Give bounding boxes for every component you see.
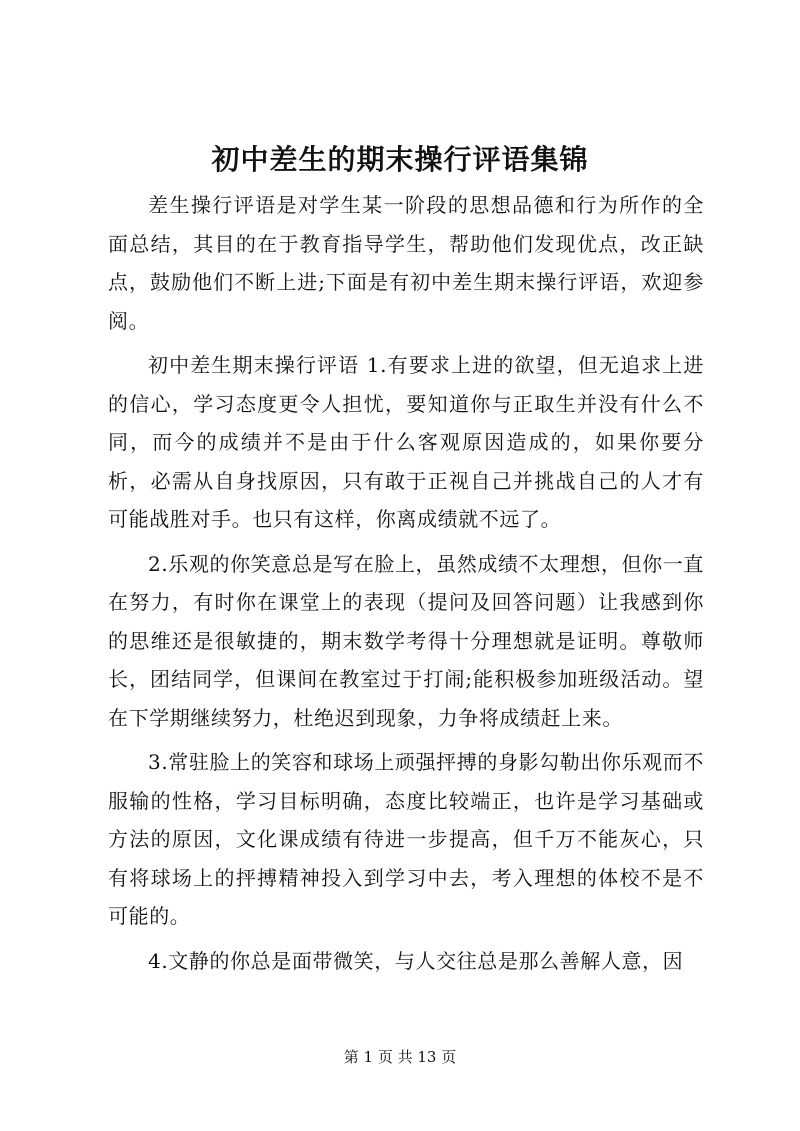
paragraph-comment-2: 2.乐观的你笑意总是写在脸上，虽然成绩不太理想，但你一直在努力，有时你在课堂上的表现（提问及回答问题）让我感到你的思维还是很敏捷的，期末数学考得十分理想就是证明。尊敬师长，团结同学，但课间在教室过于打闹;能积极参加班级活动。望在下学期继续努力，杜绝迟到现象，力争将成绩赶上来。 (108, 551, 704, 730)
paragraph-comment-3: 3.常驻脸上的笑容和球场上顽强抨搏的身影勾勒出你乐观而不服输的性格，学习目标明确，态度比较端正，也许是学习基础或方法的原因，文化课成绩有待进一步提高，但千万不能灰心，只有将球场上的抨搏精神投入到学习中去，考入理想的体校不是不可能的。 (108, 750, 704, 928)
paragraph-intro: 差生操行评语是对学生某一阶段的思想品德和行为所作的全面总结，其目的在于教育指导学生，帮助他们发现优点，改正缺点，鼓励他们不断上进;下面是有初中差生期末操行评语，欢迎参阅。 (108, 193, 704, 333)
document-title: 初中差生的期末操行评语集锦 (211, 143, 589, 176)
paragraph-comment-4: 4.文静的你总是面带微笑，与人交往总是那么善解人意，因 (148, 948, 684, 973)
page-footer: 第 1 页 共 13 页 (343, 1048, 457, 1066)
paragraph-comment-1: 初中差生期末操行评语 1.有要求上进的欲望，但无追求上进的信心，学习态度更令人担忧，要知道你与正取生并没有什么不同，而今的成绩并不是由于什么客观原因造成的，如果你要分析，必需从自身找原因，只有敢于正视自己并挑战自己的人才有可能战胜对手。也只有这样，你离成绩就不远了。 (108, 353, 704, 531)
document-body (108, 186, 704, 986)
